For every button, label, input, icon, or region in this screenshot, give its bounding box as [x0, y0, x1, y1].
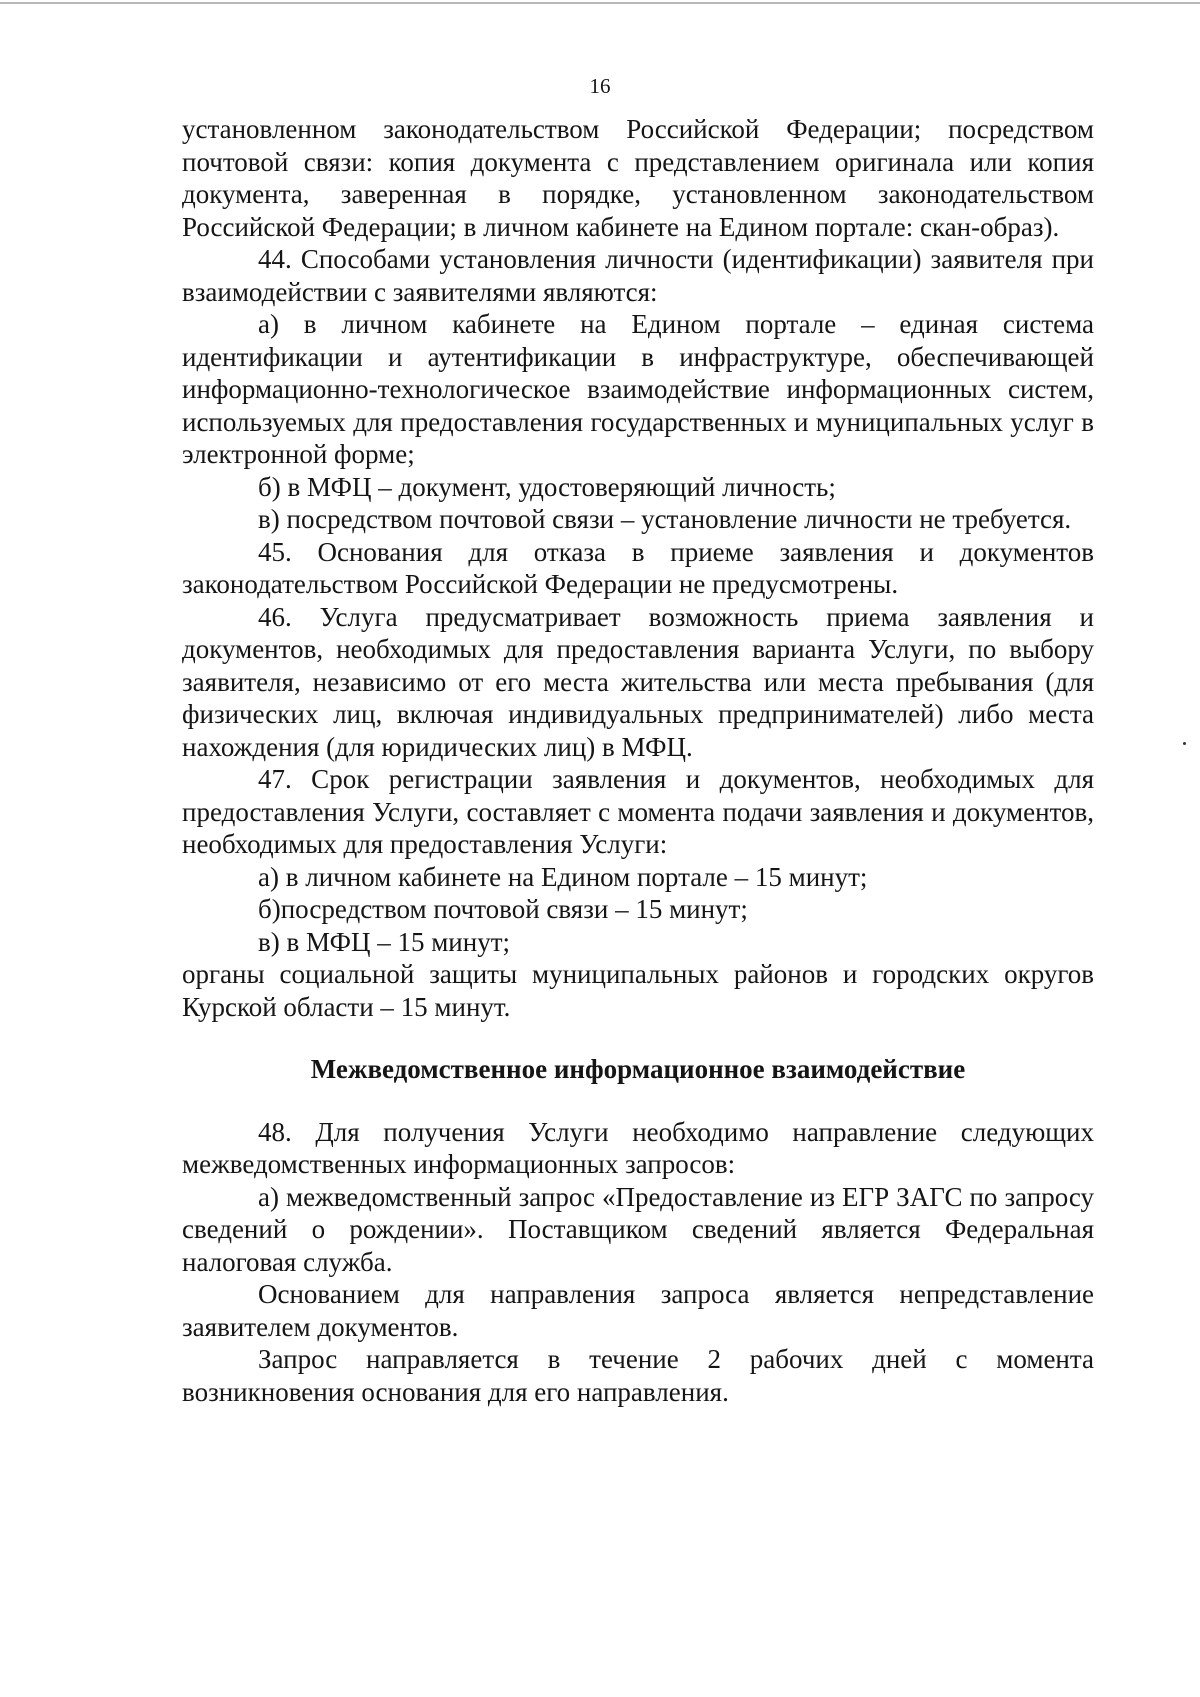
section-heading: Межведомственное информационное взаимодействие: [310, 1054, 966, 1084]
paragraph-continuation: установленном законодательством Российской Федерации; посредством почтовой связи: копия документа с представлением оригинала или копия документа, заверенная в порядке, установленном законодательством Российской Федерации; в личном кабинете на Едином портале: скан-образ).: [182, 114, 1094, 242]
paragraph-44-a: а) в личном кабинете на Едином портале – единая система идентификации и аутентификации в инфраструктуре, обеспечивающей информационно-технологическое взаимодействие информационных систем, используемых для предоставления государственных и муниципальных услуг в электронной форме;: [182, 309, 1094, 469]
page-number: 16: [589, 74, 611, 98]
scan-speck: [1183, 742, 1186, 745]
scan-top-edge: [0, 2, 1200, 4]
document-body: [182, 113, 1094, 1408]
paragraph-47-c: в) в МФЦ – 15 минут;: [258, 926, 511, 957]
paragraph-47-a: а) в личном кабинете на Едином портале – 15 минут;: [258, 861, 868, 892]
paragraph-48-c: Запрос направляется в течение 2 рабочих дней с момента возникновения основания для его направления.: [182, 1344, 1094, 1407]
paragraph-44-b: б) в МФЦ – документ, удостоверяющий личность;: [258, 471, 836, 502]
paragraph-48-b: Основанием для направления запроса является непредставление заявителем документов.: [182, 1279, 1094, 1342]
paragraph-47-d: органы социальной защиты муниципальных районов и городских округов Курской области – 15 минут.: [182, 959, 1094, 1022]
paragraph-48-a: а) межведомственный запрос «Предоставление из ЕГР ЗАГС по запросу сведений о рождении». Поставщиком сведений является Федеральная налоговая служба.: [182, 1181, 1094, 1277]
paragraph-47-b: б)посредством почтовой связи – 15 минут;: [258, 894, 748, 924]
paragraph-44-c: в) посредством почтовой связи – установление личности не требуется.: [258, 504, 1072, 534]
paragraph-48: 48. Для получения Услуги необходимо направление следующих межведомственных информационных запросов:: [182, 1116, 1094, 1179]
paragraph-44: 44. Способами установления личности (идентификации) заявителя при взаимодействии с заявителями являются:: [182, 244, 1094, 307]
paragraph-47: 47. Срок регистрации заявления и документов, необходимых для предоставления Услуги, составляет с момента подачи заявления и документов, необходимых для предоставления Услуги:: [182, 764, 1094, 859]
paragraph-45: 45. Основания для отказа в приеме заявления и документов законодательством Российской Федерации не предусмотрены.: [182, 536, 1094, 599]
paragraph-46: 46. Услуга предусматривает возможность приема заявления и документов, необходимых для предоставления варианта Услуги, по выбору заявителя, независимо от его места жительства или места пребывания (для физических лиц, включая индивидуальных предпринимателей) либо места нахождения (для юридических лиц) в МФЦ.: [182, 601, 1094, 762]
